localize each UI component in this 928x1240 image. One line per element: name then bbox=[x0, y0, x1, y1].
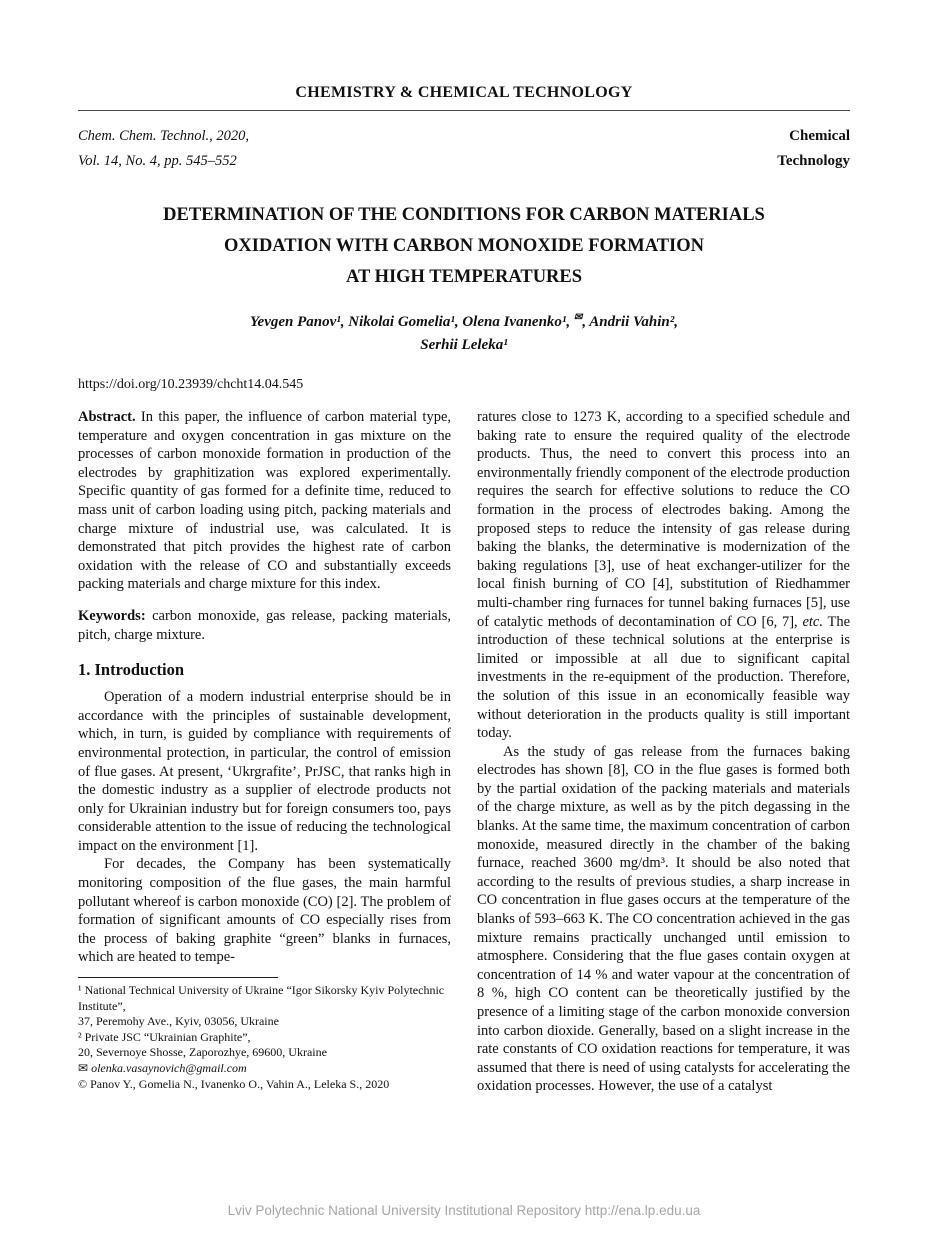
section-heading-introduction: 1. Introduction bbox=[78, 660, 185, 680]
article-title-line-1: DETERMINATION OF THE CONDITIONS FOR CARBON MATERIALS bbox=[163, 205, 765, 225]
footnote-copyright: © Panov Y., Gomelia N., Ivanenko O., Vahin A., Leleka S., 2020 bbox=[78, 1076, 390, 1091]
abstract-label: Abstract. bbox=[78, 409, 136, 425]
section-label bbox=[777, 124, 850, 174]
continuation-text-cont: The introduction of these technical solutions at the enterprise is limited or impossible at all due to significant capital investments in the re-equipment of the production. Therefore, the solution of this issue in an economically feasible way without deterioration in the products quality is still important today. bbox=[477, 613, 851, 742]
footnote-email-line bbox=[78, 1061, 451, 1077]
intro-paragraph-3: As the study of gas release from the furnaces baking electrodes has shown [8], CO in the flue gases is formed both by the partial oxidation of the packing materials and materials of the charge mixture, as well as by the pitch degassing in the blanks. At the same time, the maximum concentration of carbon monoxide, measured directly in the chamber of the baking furnace, reached 3600 mg/dm³. It should be also noted that according to the results of previous studies, a sharp increase in CO concentration in flue gases occurs at the temperature of the blanks of 593–663 K. The CO concentration achieved in the gas mixture remains practically unchanged until emission to atmosphere. Considering that the flue gases contain oxygen at concentration of 14 % and water vapour at the concentration of 8 %, high CO content can be theoretically justified by the presence of a limiting stage of the carbon monoxide conversion into carbon dioxide. Generally, based on a slight increase in the rate constants of CO oxidation reactions for temperature, it was assumed that there is need of using catalysts for accelerating the oxidation processes. However, the use of a catalyst bbox=[477, 743, 850, 1095]
doi-link[interactable]: https://doi.org/10.23939/chcht14.04.545 bbox=[78, 377, 304, 392]
keywords-paragraph bbox=[78, 607, 451, 644]
footnote-affiliation-2-address: 20, Severnoye Shosse, Zaporozhye, 69600, Ukraine bbox=[78, 1045, 327, 1060]
authors-line-1-text-cont: , Andrii Vahin², bbox=[582, 314, 678, 330]
abstract-paragraph bbox=[78, 408, 451, 594]
article-title-line-3: AT HIGH TEMPERATURES bbox=[345, 267, 583, 287]
left-column bbox=[78, 408, 451, 1096]
body-columns bbox=[78, 408, 850, 1096]
intro-paragraph-2: For decades, the Company has been systematically monitoring composition of the flue gases, the main harmful pollutant whereof is carbon monoxide (CO) [2]. The problem of formation of significant amounts of CO especially rises from the process of baking graphite “green” blanks in furnaces, which are heated to tempe- bbox=[78, 856, 451, 966]
authors-line-1 bbox=[78, 306, 850, 334]
keywords-text: carbon monoxide, gas release, packing materials, pitch, charge mixture. bbox=[78, 607, 452, 643]
journal-title: CHEMISTRY & CHEMICAL TECHNOLOGY bbox=[295, 84, 633, 101]
footnote-affiliation-2: ² Private JSC “Ukrainian Graphite”, bbox=[78, 1029, 251, 1044]
right-column bbox=[477, 408, 850, 1096]
header-rule bbox=[78, 110, 850, 111]
article-title-line-2: OXIDATION WITH CARBON MONOXIDE FORMATION bbox=[224, 236, 704, 256]
authors-line-2: Serhii Leleka¹ bbox=[420, 337, 508, 353]
section-label-line-1: Chemical bbox=[789, 128, 850, 144]
article-title bbox=[78, 200, 850, 293]
continuation-text: ratures close to 1273 K, according to a specified schedule and baking rate to ensure the required quality of the electrode products. Thus, the need to convert this process into an environmentally friendly component of the electrode production requires the search for effective solutions to reduce the CO formation in the process of electrodes baking. Among the proposed steps to reduce the intensity of gas release during baking the blanks, the determinative is modernization of the baking regulations [3], use of heat exchanger-utilizer for the local finish burning of CO [4], substitution of Riedhammer multi-chamber ring furnaces for tunnel baking furnaces [5], use of catalytic methods of decontamination of CO [6, 7], bbox=[477, 409, 850, 630]
envelope-icon: ✉ bbox=[78, 1061, 89, 1075]
footnote-affiliation-1-address: 37, Peremohy Ave., Kyiv, 03056, Ukraine bbox=[78, 1014, 279, 1029]
footnote-affiliation-1: ¹ National Technical University of Ukraine “Igor Sikorsky Kyiv Polytechnic Institute”, bbox=[78, 983, 445, 1013]
citation-line-1: Chem. Chem. Technol., 2020, bbox=[78, 128, 250, 144]
footnotes bbox=[78, 977, 451, 1092]
section-label-line-2: Technology bbox=[777, 153, 850, 169]
corresponding-email[interactable]: olenka.vasaynovich@gmail.com bbox=[91, 1061, 247, 1075]
repository-footer: Lviv Polytechnic National University Institutional Repository http://ena.lp.edu.ua bbox=[227, 1203, 701, 1218]
continuation-paragraph bbox=[477, 408, 850, 743]
citation-line-2: Vol. 14, No. 4, pp. 545–552 bbox=[78, 153, 237, 169]
etc-italic: etc. bbox=[802, 613, 823, 630]
authors bbox=[78, 306, 850, 357]
citation-row bbox=[78, 124, 850, 174]
abstract-text: In this paper, the influence of carbon material type, temperature and oxygen concentration in gas mixture on the processes of carbon monoxide formation in production of the electrodes by graphitization was explored experimentally. Specific quantity of gas formed for a definite time, reduced to mass unit of carbon loading using pitch, packing materials and charge mixture of industrial use, was calculated. It is demonstrated that pitch provides the highest rate of carbon oxidation with the release of CO and substantially exceeds packing materials and charge mixture for this index. bbox=[78, 409, 451, 593]
intro-paragraph-1: Operation of a modern industrial enterprise should be in accordance with the principles of sustainable development, which, in turn, is guided by compliance with requirements of environmental protection, in particular, the control of emission of flue gases. At present, ‘Ukrgrafite’, PrJSC, that ranks high in the domestic industry as a supplier of electrode products not only for Ukrainian industry but for foreign consumers too, pays considerable attention to the issue of reducing the technological impact on the environment [1]. bbox=[78, 689, 451, 854]
journal-citation bbox=[78, 124, 249, 174]
corresponding-author-icon: ✉ bbox=[573, 312, 583, 323]
journal-header bbox=[78, 84, 850, 111]
footnote-rule bbox=[78, 977, 278, 978]
keywords-label: Keywords: bbox=[78, 607, 146, 624]
authors-line-1-text: Yevgen Panov¹, Nikolai Gomelia¹, Olena Ivanenko¹, bbox=[250, 314, 574, 330]
